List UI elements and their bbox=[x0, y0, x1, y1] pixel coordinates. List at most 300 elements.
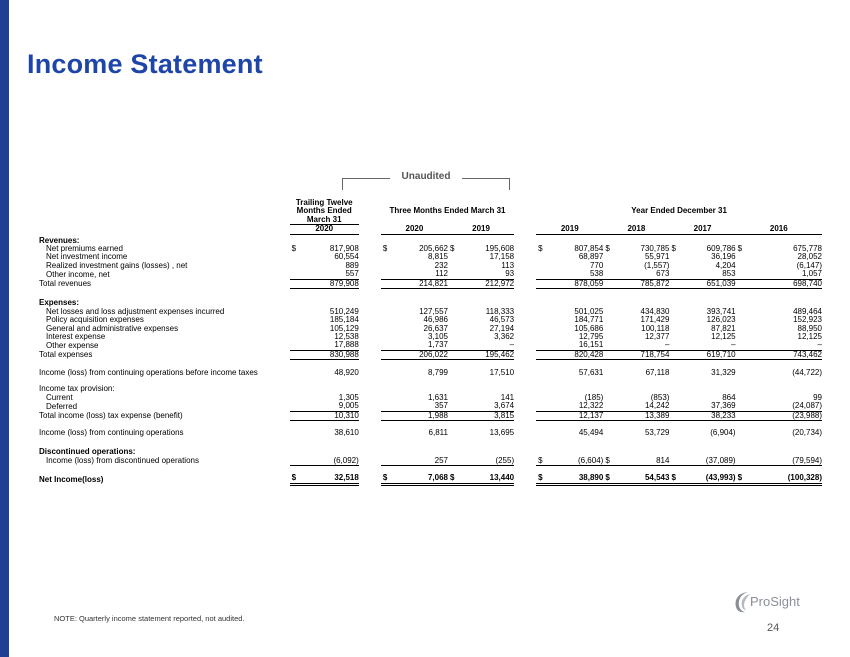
value-cell: 37,369 bbox=[681, 402, 735, 411]
dollar-sign bbox=[669, 457, 681, 466]
column-gap bbox=[514, 429, 536, 437]
column-gap bbox=[359, 279, 381, 288]
header-row-2 bbox=[39, 207, 822, 215]
table-row bbox=[39, 270, 822, 279]
dollar-sign: $ bbox=[536, 474, 548, 484]
dollar-sign bbox=[669, 253, 681, 261]
value-cell: 171,429 bbox=[640, 315, 670, 325]
dollar-sign bbox=[290, 350, 302, 359]
row-label: Total expenses bbox=[39, 350, 93, 360]
column-gap bbox=[359, 402, 381, 411]
value-cell: 185,184 bbox=[329, 315, 359, 325]
spacer-row bbox=[39, 289, 822, 298]
value-cell: 9,005 bbox=[302, 402, 359, 411]
dollar-sign: $ bbox=[605, 244, 610, 254]
value-cell: 557 bbox=[302, 270, 359, 279]
row-label: Income (loss) from continuing operations bbox=[39, 428, 184, 438]
table-row bbox=[39, 457, 822, 466]
value-cell: 743,462 bbox=[748, 350, 822, 359]
section-row bbox=[39, 446, 822, 456]
value-cell: 14,242 bbox=[615, 402, 669, 411]
ttm-header-line3: March 31 bbox=[290, 216, 359, 225]
dollar-sign: $ bbox=[736, 474, 748, 484]
value-cell: (23,988) bbox=[748, 411, 822, 420]
ttm-header-line1: Trailing Twelve bbox=[295, 198, 353, 207]
dollar-sign bbox=[381, 253, 393, 261]
year-header: 2016 bbox=[736, 225, 822, 234]
value-cell: 17,510 bbox=[489, 367, 515, 377]
page-number: 24 bbox=[767, 622, 780, 634]
column-gap bbox=[514, 369, 536, 377]
row-label: Revenues: bbox=[39, 235, 80, 245]
dollar-sign bbox=[448, 457, 460, 466]
table-row bbox=[39, 350, 822, 359]
dollar-sign bbox=[536, 369, 548, 377]
value-cell: 126,023 bbox=[706, 315, 736, 325]
dollar-sign bbox=[603, 279, 615, 288]
footnote: NOTE: Quarterly income statement reported, not audited. bbox=[54, 614, 245, 623]
column-gap bbox=[514, 253, 536, 261]
value-cell: 820,428 bbox=[548, 350, 603, 359]
value-cell: 112 bbox=[393, 270, 448, 279]
value-cell: 16,151 bbox=[548, 341, 603, 350]
dollar-sign bbox=[669, 308, 681, 316]
dollar-sign bbox=[381, 402, 393, 411]
column-gap bbox=[514, 245, 536, 253]
dollar-sign bbox=[603, 316, 615, 324]
dollar-sign bbox=[290, 253, 302, 261]
value-cell: 4,204 bbox=[715, 260, 736, 270]
row-label: Net premiums earned bbox=[46, 244, 123, 254]
dollar-sign bbox=[448, 262, 460, 270]
value-cell: (853) bbox=[650, 392, 670, 402]
value-cell: (43,993) bbox=[681, 474, 735, 484]
value-cell: (185) bbox=[584, 392, 604, 402]
column-gap bbox=[514, 474, 536, 484]
page-title: Income Statement bbox=[27, 49, 263, 79]
value-cell: 60,554 bbox=[334, 252, 359, 262]
dollar-sign: $ bbox=[603, 457, 615, 466]
table-row bbox=[39, 429, 822, 437]
dollar-sign bbox=[736, 369, 748, 377]
value-cell: 718,754 bbox=[615, 350, 669, 359]
value-cell: 195,462 bbox=[460, 350, 514, 359]
dollar-sign bbox=[736, 457, 748, 466]
value-cell: 214,821 bbox=[393, 279, 448, 288]
dollar-sign bbox=[290, 341, 302, 350]
dollar-sign bbox=[603, 394, 615, 402]
row-filler bbox=[290, 297, 822, 307]
dollar-sign bbox=[290, 279, 302, 288]
value-cell: 1,988 bbox=[393, 411, 448, 420]
dollar-sign bbox=[290, 411, 302, 420]
value-cell: 10,310 bbox=[302, 411, 359, 420]
dollar-sign bbox=[381, 369, 393, 377]
value-cell: 673 bbox=[615, 270, 669, 279]
dollar-sign bbox=[448, 394, 460, 402]
column-gap bbox=[359, 369, 381, 377]
value-cell: 619,710 bbox=[681, 350, 735, 359]
unaudited-label: Unaudited bbox=[401, 171, 451, 182]
value-cell: 113 bbox=[501, 260, 515, 270]
value-cell: 141 bbox=[500, 392, 515, 402]
row-label: Current bbox=[46, 392, 73, 402]
dollar-sign bbox=[290, 369, 302, 377]
dollar-sign bbox=[603, 402, 615, 411]
value-cell: 152,923 bbox=[793, 315, 822, 325]
value-cell: 53,729 bbox=[644, 428, 670, 438]
value-cell: 67,118 bbox=[645, 367, 670, 377]
column-gap bbox=[359, 245, 381, 253]
dollar-sign bbox=[290, 333, 302, 341]
dollar-sign bbox=[669, 279, 681, 288]
value-cell: 93 bbox=[460, 270, 514, 279]
value-cell: 105,686 bbox=[574, 323, 604, 333]
row-label: Net losses and loss adjustment expenses incurred bbox=[46, 306, 225, 316]
value-cell: 257 bbox=[393, 457, 448, 466]
dollar-sign: $ bbox=[290, 474, 302, 484]
column-gap bbox=[514, 333, 536, 341]
value-cell: 46,573 bbox=[489, 315, 515, 325]
row-label: Total income (loss) tax expense (benefit) bbox=[39, 411, 183, 421]
dollar-sign bbox=[603, 429, 615, 437]
dollar-sign bbox=[536, 316, 548, 324]
dollar-sign bbox=[669, 350, 681, 359]
dollar-sign bbox=[603, 369, 615, 377]
value-cell: – bbox=[681, 341, 735, 350]
dollar-sign bbox=[536, 341, 548, 350]
dollar-sign bbox=[536, 279, 548, 288]
dollar-sign bbox=[448, 279, 460, 288]
dollar-sign bbox=[669, 316, 681, 324]
dollar-sign: $ bbox=[671, 244, 676, 254]
row-filler bbox=[290, 385, 822, 393]
value-cell: 118,333 bbox=[485, 306, 515, 316]
unaudited-bracket bbox=[342, 172, 510, 188]
dollar-sign bbox=[381, 350, 393, 359]
value-cell: 99 bbox=[813, 392, 822, 402]
value-cell: 785,872 bbox=[615, 279, 669, 288]
dollar-sign bbox=[603, 262, 615, 270]
row-label: Realized investment gains (losses) , net bbox=[46, 260, 188, 270]
dollar-sign bbox=[536, 333, 548, 341]
value-cell: 127,557 bbox=[419, 306, 448, 316]
value-cell: 32,518 bbox=[302, 474, 359, 484]
dollar-sign bbox=[603, 325, 615, 333]
dollar-sign bbox=[536, 402, 548, 411]
dollar-sign bbox=[736, 308, 748, 316]
column-gap bbox=[514, 350, 536, 359]
dollar-sign bbox=[736, 350, 748, 359]
table-row bbox=[39, 279, 822, 288]
income-statement-table bbox=[39, 199, 822, 486]
column-gap bbox=[514, 262, 536, 270]
dollar-sign bbox=[669, 394, 681, 402]
value-cell: 1,737 bbox=[393, 341, 448, 350]
value-cell: 48,920 bbox=[334, 367, 359, 377]
column-gap bbox=[359, 341, 381, 350]
column-gap bbox=[359, 333, 381, 341]
value-cell: 195,608 bbox=[485, 244, 515, 254]
value-cell: 3,674 bbox=[460, 402, 514, 411]
value-cell: 46,986 bbox=[423, 315, 448, 325]
value-cell: 28,052 bbox=[797, 252, 822, 262]
year-header: 2018 bbox=[603, 225, 669, 234]
value-cell: – bbox=[460, 341, 514, 350]
value-cell: 8,799 bbox=[427, 367, 448, 377]
year-header: 2020 bbox=[290, 225, 359, 234]
column-gap bbox=[514, 411, 536, 420]
dollar-sign bbox=[736, 316, 748, 324]
dollar-sign bbox=[669, 341, 681, 350]
dollar-sign bbox=[448, 270, 460, 279]
dollar-sign: $ bbox=[538, 244, 543, 254]
dollar-sign bbox=[603, 341, 615, 350]
value-cell: 651,039 bbox=[681, 279, 735, 288]
value-cell: 87,821 bbox=[711, 323, 736, 333]
dollar-sign bbox=[603, 333, 615, 341]
value-cell: 12,795 bbox=[578, 332, 604, 342]
dollar-sign bbox=[669, 429, 681, 437]
row-label: Total revenues bbox=[39, 279, 92, 289]
dollar-sign bbox=[536, 394, 548, 402]
value-cell: 68,897 bbox=[578, 252, 604, 262]
row-label: Discontinued operations: bbox=[39, 447, 136, 457]
year-ended-header: Year Ended December 31 bbox=[631, 206, 727, 216]
dollar-sign bbox=[290, 308, 302, 316]
dollar-sign: $ bbox=[448, 474, 460, 484]
column-gap bbox=[514, 279, 536, 288]
dollar-sign bbox=[736, 333, 748, 341]
dollar-sign bbox=[603, 411, 615, 420]
row-label: Net Income(loss) bbox=[39, 474, 104, 484]
table-row bbox=[39, 394, 822, 402]
dollar-sign bbox=[669, 411, 681, 420]
year-header: 2017 bbox=[669, 225, 735, 234]
dollar-sign: $ bbox=[669, 474, 681, 484]
column-gap bbox=[514, 457, 536, 466]
value-cell: 817,908 bbox=[329, 244, 359, 254]
value-cell: 27,194 bbox=[489, 323, 515, 333]
column-gap bbox=[514, 341, 536, 350]
value-cell: 13,440 bbox=[460, 474, 514, 484]
dollar-sign bbox=[448, 333, 460, 341]
value-cell: 232 bbox=[434, 260, 448, 270]
dollar-sign bbox=[381, 429, 393, 437]
logo-wordmark: ProSight bbox=[750, 594, 800, 609]
table-row bbox=[39, 262, 822, 270]
value-cell: 510,249 bbox=[329, 306, 359, 316]
row-label: Expenses: bbox=[39, 298, 80, 308]
value-cell: 184,771 bbox=[574, 315, 604, 325]
column-gap bbox=[359, 474, 381, 484]
column-gap bbox=[359, 429, 381, 437]
value-cell: (100,328) bbox=[748, 474, 822, 484]
left-accent-bar bbox=[0, 0, 9, 657]
bracket-tick-right bbox=[509, 178, 510, 190]
value-cell: 38,890 bbox=[548, 474, 603, 484]
dollar-sign bbox=[381, 262, 393, 270]
column-gap bbox=[514, 394, 536, 402]
dollar-sign bbox=[448, 411, 460, 420]
value-cell: 8,815 bbox=[427, 252, 448, 262]
row-label: Income (loss) from continuing operations before income taxes bbox=[39, 367, 258, 377]
column-gap bbox=[359, 308, 381, 316]
dollar-sign: $ bbox=[603, 474, 615, 484]
dollar-sign bbox=[448, 253, 460, 261]
value-cell: (20,734) bbox=[792, 428, 822, 438]
year-header: 2019 bbox=[536, 225, 603, 234]
dollar-sign bbox=[603, 308, 615, 316]
dollar-sign bbox=[290, 457, 302, 466]
row-filler bbox=[290, 446, 822, 456]
value-cell: (37,089) bbox=[681, 457, 735, 466]
dollar-sign bbox=[448, 350, 460, 359]
prosight-swoosh-icon bbox=[732, 589, 752, 615]
value-cell: 45,494 bbox=[578, 428, 604, 438]
column-gap bbox=[514, 308, 536, 316]
value-cell: 3,815 bbox=[460, 411, 514, 420]
dollar-sign: $ bbox=[291, 244, 297, 254]
dollar-sign bbox=[381, 270, 393, 279]
row-label: Income tax provision: bbox=[39, 384, 115, 394]
value-cell: (255) bbox=[460, 457, 514, 466]
column-gap bbox=[359, 262, 381, 270]
value-cell: 13,389 bbox=[615, 411, 669, 420]
dollar-sign bbox=[669, 262, 681, 270]
row-label: Deferred bbox=[46, 401, 78, 411]
dollar-sign bbox=[536, 325, 548, 333]
dollar-sign bbox=[448, 341, 460, 350]
value-cell: 698,740 bbox=[748, 279, 822, 288]
value-cell: 31,329 bbox=[711, 367, 736, 377]
dollar-sign bbox=[736, 402, 748, 411]
dollar-sign: $ bbox=[449, 244, 455, 254]
spacer-cell bbox=[39, 377, 822, 385]
row-label: General and administrative expenses bbox=[46, 323, 179, 333]
year-header: 2019 bbox=[448, 225, 514, 234]
dollar-sign bbox=[381, 394, 393, 402]
table-row bbox=[39, 411, 822, 420]
dollar-sign: $ bbox=[382, 244, 388, 254]
value-cell: 434,830 bbox=[640, 306, 670, 316]
bracket-line-right bbox=[462, 178, 510, 179]
dollar-sign bbox=[603, 270, 615, 279]
value-cell: (6,904) bbox=[710, 428, 736, 438]
dollar-sign bbox=[603, 253, 615, 261]
dollar-sign bbox=[448, 429, 460, 437]
value-cell: 38,610 bbox=[334, 428, 359, 438]
dollar-sign bbox=[448, 325, 460, 333]
spacer-row bbox=[39, 438, 822, 446]
value-cell: 13,695 bbox=[489, 428, 515, 438]
value-cell: 12,322 bbox=[548, 402, 603, 411]
value-cell: 12,137 bbox=[548, 411, 603, 420]
value-cell: 54,543 bbox=[615, 474, 669, 484]
dollar-sign bbox=[290, 270, 302, 279]
value-cell: (44,722) bbox=[792, 367, 822, 377]
column-gap bbox=[514, 325, 536, 333]
value-cell: 7,068 bbox=[393, 474, 448, 484]
dollar-sign bbox=[381, 279, 393, 288]
column-gap bbox=[359, 253, 381, 261]
dollar-sign bbox=[381, 316, 393, 324]
dollar-sign bbox=[290, 262, 302, 270]
value-cell: 538 bbox=[548, 270, 603, 279]
ttm-header-line2: Months Ended bbox=[296, 206, 352, 216]
row-label: Policy acquisition expenses bbox=[46, 315, 144, 325]
column-gap bbox=[359, 325, 381, 333]
column-gap bbox=[514, 270, 536, 279]
value-cell: 12,377 bbox=[644, 332, 670, 342]
dollar-sign bbox=[536, 350, 548, 359]
value-cell: 17,888 bbox=[302, 341, 359, 350]
value-cell: 489,464 bbox=[793, 306, 822, 316]
row-label: Other income, net bbox=[46, 269, 110, 279]
value-cell: 830,988 bbox=[302, 350, 359, 359]
dollar-sign bbox=[381, 333, 393, 341]
value-cell: 57,631 bbox=[578, 367, 604, 377]
value-cell: 12,125 bbox=[711, 332, 736, 342]
value-cell: (6,092) bbox=[302, 457, 359, 466]
dollar-sign bbox=[669, 325, 681, 333]
dollar-sign bbox=[736, 341, 748, 350]
value-cell: 879,908 bbox=[302, 279, 359, 288]
value-cell: 17,158 bbox=[489, 252, 515, 262]
value-cell: 675,778 bbox=[793, 244, 822, 254]
value-cell: – bbox=[748, 341, 822, 350]
dollar-sign bbox=[536, 270, 548, 279]
row-label: Income (loss) from discontinued operations bbox=[46, 456, 199, 466]
dollar-sign bbox=[381, 308, 393, 316]
dollar-sign bbox=[448, 402, 460, 411]
value-cell: 853 bbox=[681, 270, 735, 279]
value-cell: 357 bbox=[393, 402, 448, 411]
value-cell: – bbox=[615, 341, 669, 350]
row-label: Interest expense bbox=[46, 332, 106, 342]
value-cell: 206,022 bbox=[393, 350, 448, 359]
value-cell: 878,059 bbox=[548, 279, 603, 288]
value-cell: 730,785 bbox=[640, 244, 670, 254]
dollar-sign bbox=[381, 341, 393, 350]
spacer-row bbox=[39, 377, 822, 385]
column-gap bbox=[359, 350, 381, 359]
dollar-sign bbox=[736, 279, 748, 288]
dollar-sign bbox=[736, 262, 748, 270]
table-row bbox=[39, 369, 822, 377]
dollar-sign bbox=[536, 429, 548, 437]
dollar-sign bbox=[736, 411, 748, 420]
table-row bbox=[39, 402, 822, 411]
dollar-sign bbox=[381, 457, 393, 466]
row-filler bbox=[290, 234, 822, 245]
row-label: Net investment income bbox=[46, 252, 128, 262]
column-gap bbox=[514, 316, 536, 324]
value-cell: 55,971 bbox=[644, 252, 670, 262]
dollar-sign bbox=[603, 350, 615, 359]
dollar-sign bbox=[736, 270, 748, 279]
value-cell: 205,662 bbox=[419, 244, 448, 254]
value-cell: 864 bbox=[722, 392, 736, 402]
dollar-sign bbox=[448, 316, 460, 324]
value-cell: 12,125 bbox=[797, 332, 822, 342]
dollar-sign bbox=[381, 325, 393, 333]
dollar-sign bbox=[736, 429, 748, 437]
dollar-sign bbox=[669, 369, 681, 377]
column-gap bbox=[359, 411, 381, 420]
dollar-sign bbox=[290, 429, 302, 437]
dollar-sign bbox=[290, 402, 302, 411]
